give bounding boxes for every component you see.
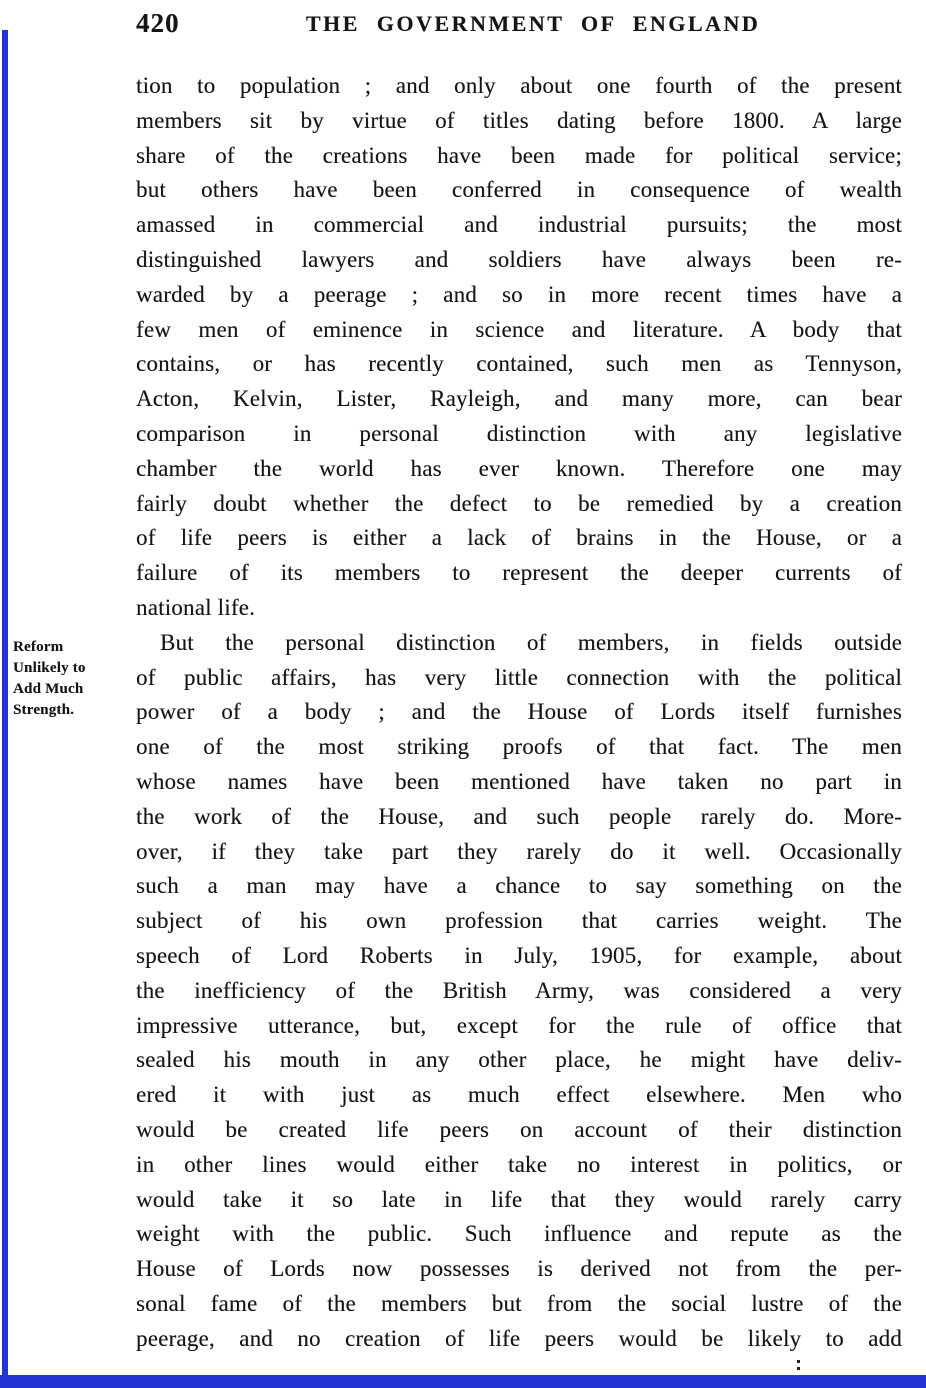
body-line: the inefficiency of the British Army, was considered a very xyxy=(136,977,902,1003)
body-line: Acton, Kelvin, Lister, Rayleigh, and many more, can bear xyxy=(136,386,902,412)
page-number: 420 xyxy=(136,8,180,38)
body-line: in other lines would either take no interest in politics, or xyxy=(136,1151,902,1177)
body-line: But the personal distinction of members, in fields outside xyxy=(160,629,902,655)
body-line: of public affairs, has very little connection with the political xyxy=(136,664,902,690)
body-line: tion to population ; and only about one fourth of the present xyxy=(136,73,902,98)
body-line: subject of his own profession that carries weight. The xyxy=(136,908,902,934)
body-line: but others have been conferred in consequence of wealth xyxy=(136,177,902,203)
scan-edge-left xyxy=(2,30,8,1388)
margin-note-line: Add Much xyxy=(13,681,84,697)
body-line: power of a body ; and the House of Lords itself furnishes xyxy=(136,699,902,725)
body-line: distinguished lawyers and soldiers have always been re- xyxy=(136,246,902,272)
body-line: comparison in personal distinction with any legislative xyxy=(136,420,902,446)
body-line: chamber the world has ever known. Therefore one may xyxy=(136,455,902,481)
body-line: contains, or has recently contained, such men as Tennyson, xyxy=(136,351,902,377)
margin-note xyxy=(13,637,123,721)
scan-speck xyxy=(797,1360,800,1363)
body-line: impressive utterance, but, except for the rule of office that xyxy=(136,1012,902,1038)
body-line: over, if they take part they rarely do it well. Occasionally xyxy=(136,838,902,864)
body-line: one of the most striking proofs of that fact. The men xyxy=(136,734,902,760)
body-line: sonal fame of the members but from the social lustre of the xyxy=(136,1290,902,1316)
body-line: peerage, and no creation of life peers would be likely to add xyxy=(136,1325,902,1351)
running-title: THE GOVERNMENT OF ENGLAND xyxy=(305,11,761,36)
body-line: national life. xyxy=(136,594,256,620)
body-line: of life peers is either a lack of brains in the House, or a xyxy=(136,525,902,551)
body-line: ered it with just as much effect elsewhere. Men who xyxy=(136,1082,902,1108)
body-line: weight with the public. Such influence and repute as the xyxy=(136,1221,902,1247)
body-line: such a man may have a chance to say something on the xyxy=(136,873,902,899)
margin-note-line: Reform xyxy=(13,639,64,655)
body-line: House of Lords now possesses is derived not from the per- xyxy=(136,1256,902,1282)
body-line: members sit by virtue of titles dating before 1800. A large xyxy=(136,107,902,133)
margin-note-line: Strength. xyxy=(13,702,75,718)
body-line: few men of eminence in science and literature. A body that xyxy=(136,316,902,342)
body-line: whose names have been mentioned have taken no part in xyxy=(136,768,902,794)
body-text xyxy=(136,69,902,1356)
body-line: would be created life peers on account of their distinction xyxy=(136,1116,902,1142)
body-line: would take it so late in life that they would rarely carry xyxy=(136,1186,902,1212)
body-line: failure of its members to represent the deeper currents of xyxy=(136,560,902,586)
body-line: the work of the House, and such people rarely do. More- xyxy=(136,803,902,829)
body-line: fairly doubt whether the defect to be remedied by a creation xyxy=(136,490,902,516)
scan-edge-bottom xyxy=(0,1375,926,1388)
body-line: speech of Lord Roberts in July, 1905, for example, about xyxy=(136,942,902,968)
body-line: amassed in commercial and industrial pursuits; the most xyxy=(136,212,902,238)
body-line: share of the creations have been made for political service; xyxy=(136,142,902,168)
margin-note-line: Unlikely to xyxy=(13,660,86,676)
body-line: warded by a peerage ; and so in more recent times have a xyxy=(136,281,902,307)
body-line: sealed his mouth in any other place, he might have deliv- xyxy=(136,1047,902,1073)
